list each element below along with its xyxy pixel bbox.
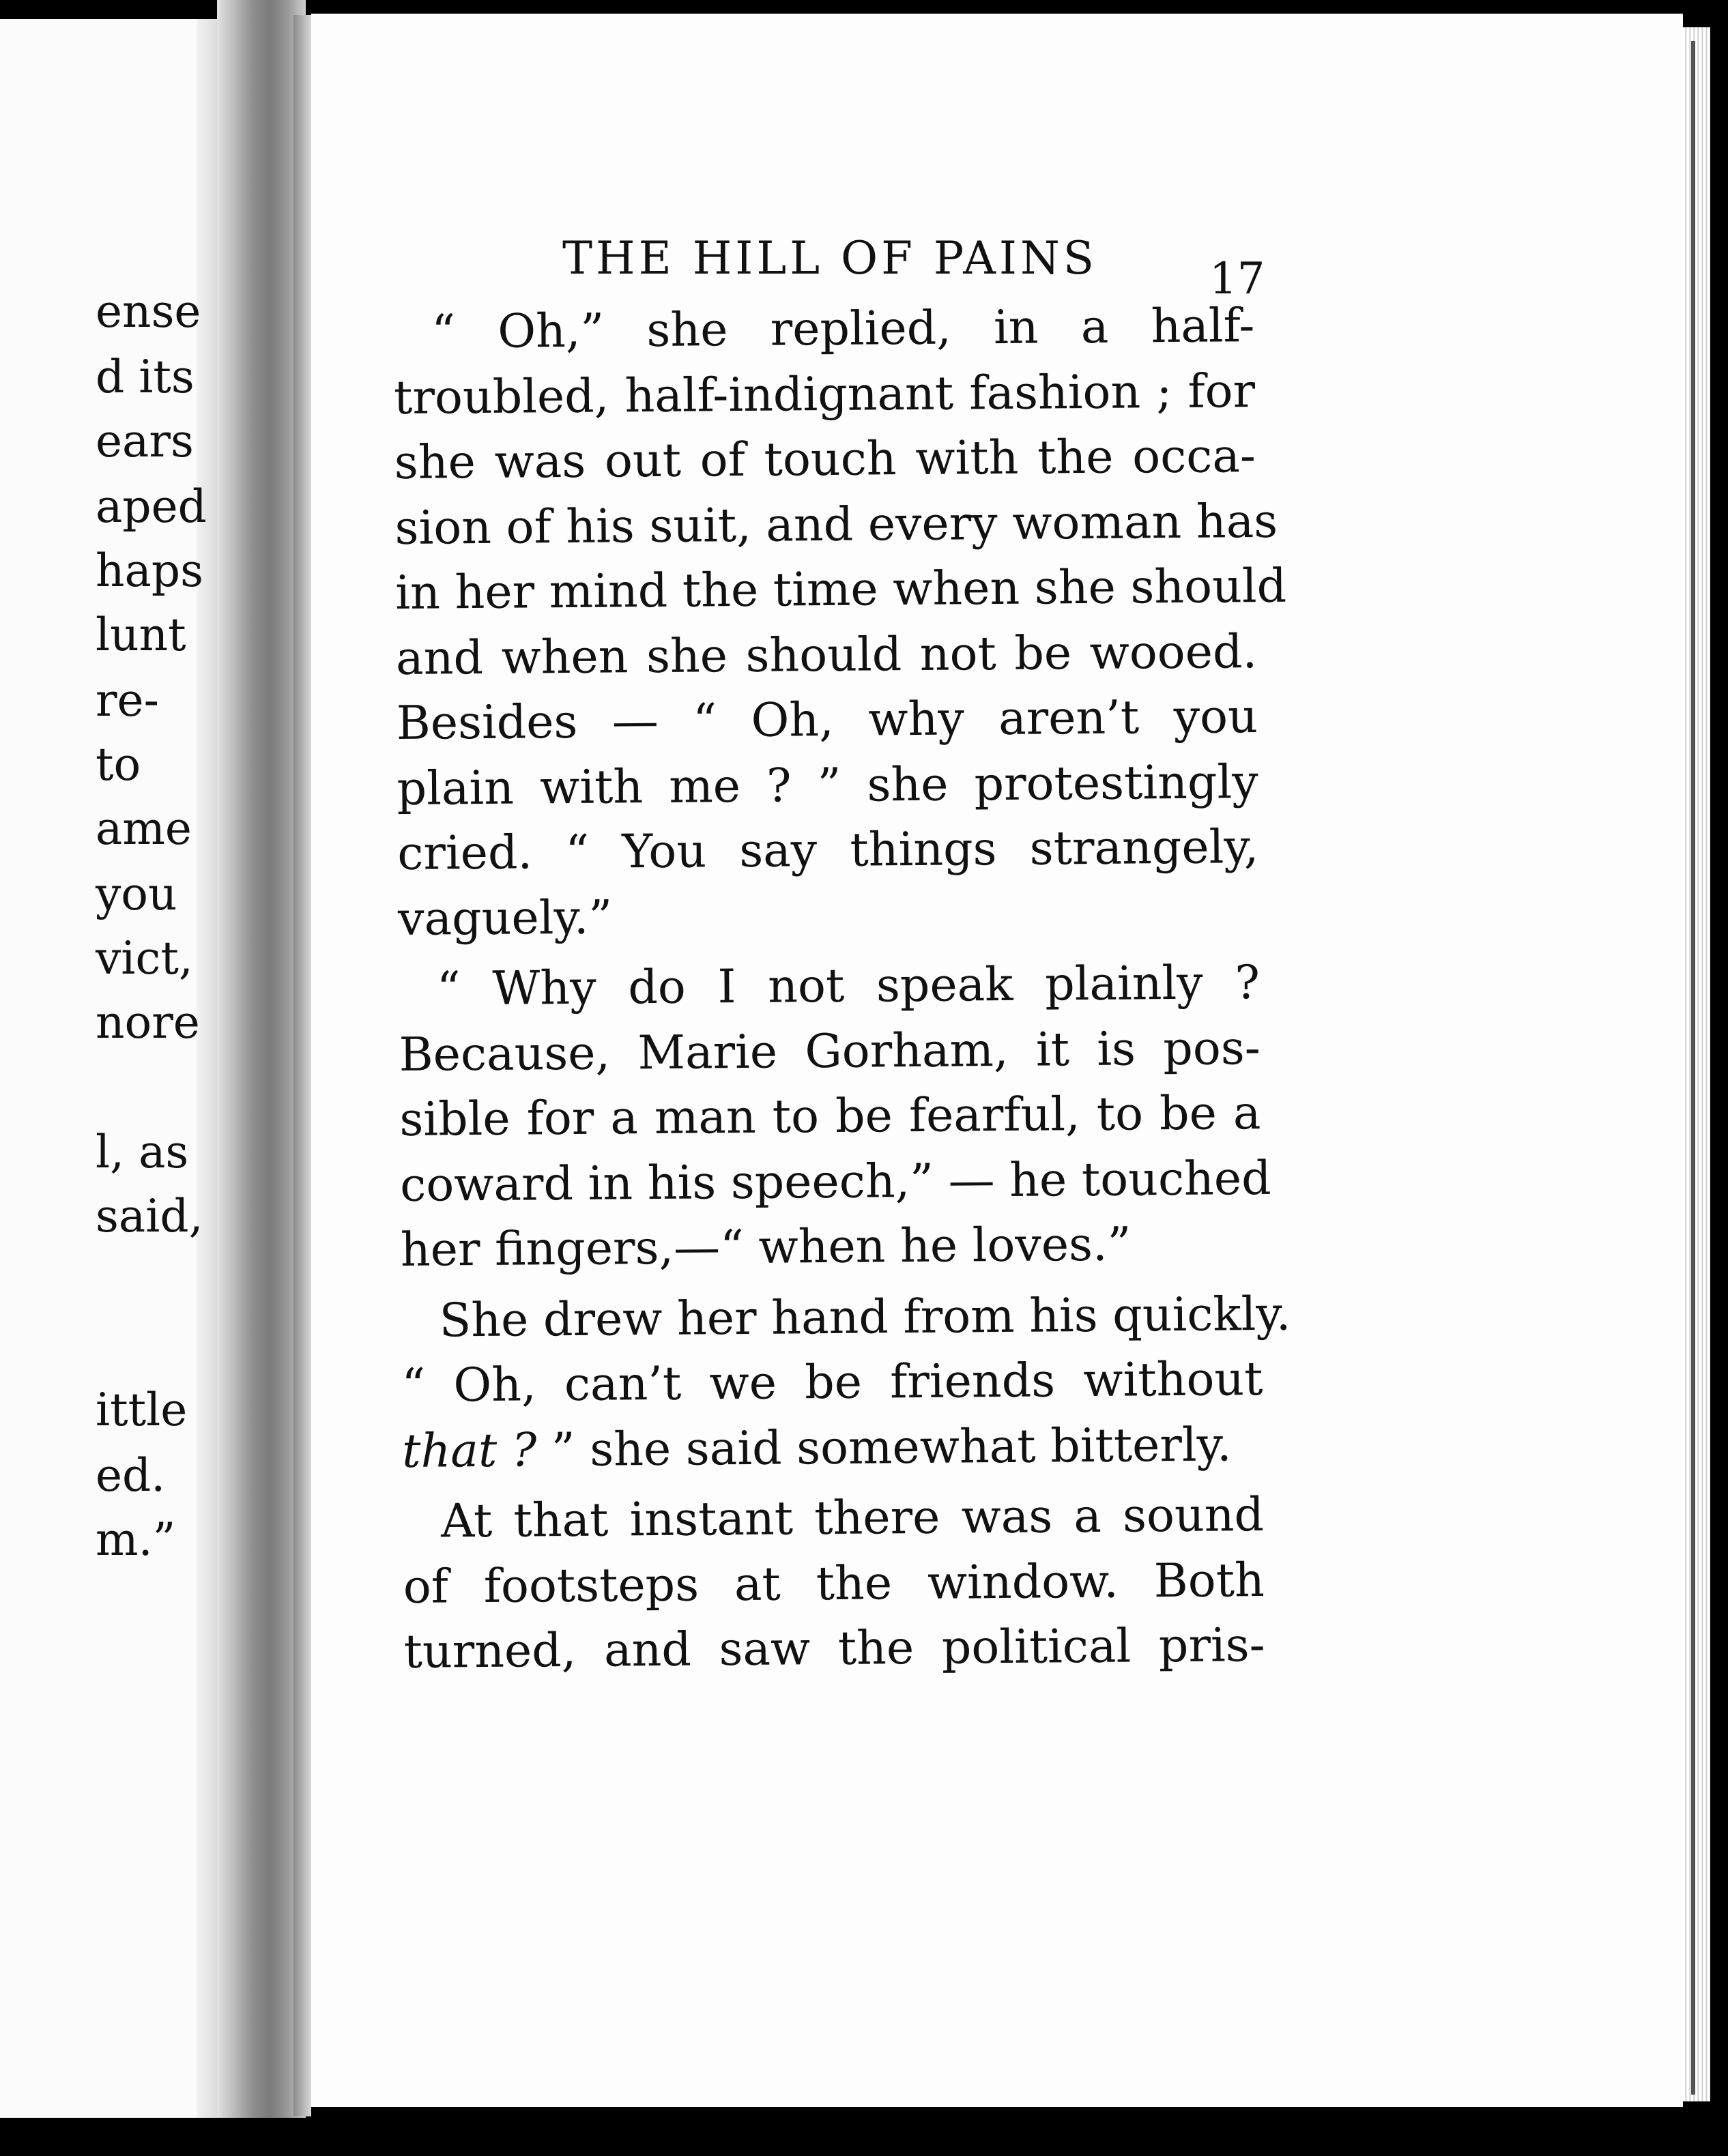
spine-edge-shadow	[293, 15, 311, 2116]
text-line: vaguely.”	[397, 890, 613, 946]
text-line: sible for a man to be fearful, to be a	[399, 1086, 1261, 1147]
text-line: and when she should not be wooed.	[395, 624, 1258, 686]
left-page-line: ense	[96, 285, 201, 338]
text-line: plain with me ? ” she protestingly	[397, 755, 1258, 816]
left-page-line: aped	[96, 480, 207, 533]
italic-word: that ?	[401, 1423, 537, 1478]
text-line: coward in his speech,” — he touched	[399, 1151, 1271, 1212]
left-page-line: you	[96, 868, 177, 920]
text-line: of footsteps at the window. Both	[403, 1553, 1265, 1614]
text-line-rest: ” she said somewhat bitterly.	[536, 1417, 1232, 1477]
left-page-line: ame	[96, 802, 192, 855]
text-line: Because, Marie Gorham, it is pos-	[399, 1021, 1261, 1082]
page-number: 17	[1209, 254, 1265, 304]
left-page-line: to	[96, 738, 141, 791]
text-line: She drew her hand from his quickly.	[439, 1287, 1291, 1348]
left-page-line: vict,	[96, 932, 193, 985]
left-page-line: ed.	[96, 1449, 166, 1502]
text-line: “ Oh, can’t we be friends without	[401, 1352, 1263, 1413]
left-page-line: nore	[96, 996, 200, 1049]
text-line: turned, and saw the political pris-	[403, 1618, 1265, 1679]
left-page-line: ittle	[96, 1384, 188, 1436]
page-stack-edge	[1683, 27, 1710, 2101]
text-line: “ Why do I not speak plainly ?	[436, 956, 1261, 1017]
left-page-line: m.”	[96, 1513, 176, 1566]
left-page-line: ears	[96, 415, 194, 467]
book-spine-gutter	[217, 0, 306, 2118]
page-stack-edge-line	[1691, 41, 1695, 2095]
left-facing-page	[0, 19, 217, 2118]
text-line: in her mind the time when she should	[395, 559, 1287, 620]
running-head: THE HILL OF PAINS	[562, 232, 1097, 285]
text-line: her fingers,—“ when he loves.”	[400, 1217, 1132, 1277]
text-line: she was out of touch with the occa-	[394, 429, 1256, 490]
text-line: cried. “ You say things strangely,	[397, 820, 1259, 881]
text-line: Besides — “ Oh, why aren’t you	[396, 690, 1258, 751]
text-line: sion of his suit, and every woman has	[394, 494, 1278, 555]
left-page-line: d its	[96, 351, 195, 403]
text-line	[402, 1412, 1264, 1484]
text-line: “ Oh,” she replied, in a half-	[431, 299, 1255, 360]
text-line: At that instant there was a sound	[440, 1488, 1265, 1549]
left-page-line: lunt	[96, 609, 186, 661]
left-page-line: haps	[96, 544, 203, 597]
left-page-line: said,	[96, 1190, 203, 1242]
text-line: troubled, half-indignant fashion ; for	[393, 364, 1256, 425]
body-text	[393, 293, 1291, 1685]
left-page-line: l, as	[96, 1126, 189, 1178]
left-page-line: re-	[96, 674, 159, 727]
